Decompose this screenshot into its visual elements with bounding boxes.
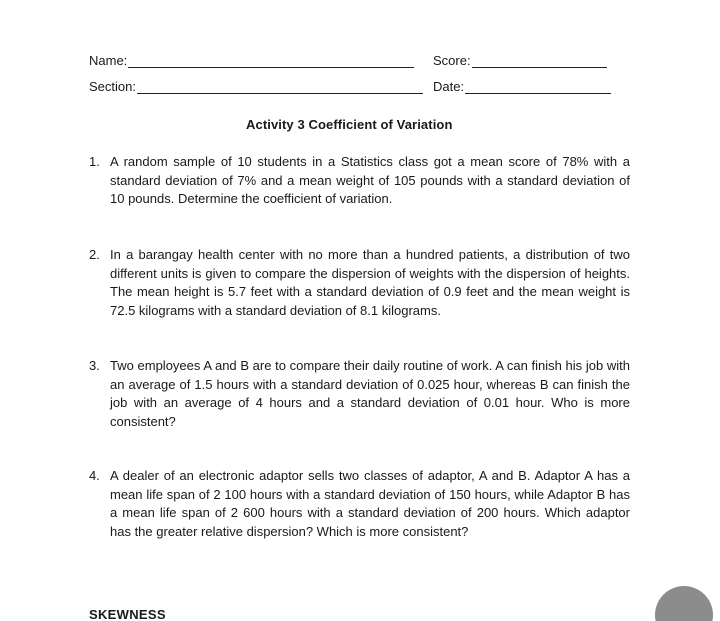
score-blank-line (472, 55, 607, 68)
name-field (89, 53, 414, 68)
date-blank-line (465, 81, 611, 94)
question-number: 4. (89, 468, 100, 483)
floating-action-button[interactable] (655, 586, 713, 621)
question-item (89, 467, 630, 541)
score-field (433, 53, 607, 68)
section-blank-line (137, 81, 423, 94)
name-label: Name: (89, 53, 128, 68)
question-number: 2. (89, 247, 100, 262)
date-label: Date: (433, 79, 465, 94)
question-item (89, 357, 630, 431)
question-text: In a barangay health center with no more than a hundred patients, a distribution of two different units is given to compare the dispersion of weights with the dispersion of heights. The mean height is 5.7 feet with a standard deviation of 0.9 feet and the mean weight is 72.5 kilograms with a standard deviation of 8.1 kilograms. (110, 247, 630, 318)
question-number: 3. (89, 358, 100, 373)
section-label: Section: (89, 79, 136, 94)
question-text: A dealer of an electronic adaptor sells two classes of adaptor, A and B. Adaptor A has a mean life span of 2 100 hours with a standard deviation of 150 hours, while Adaptor B has a mean life span of 2 600 hours with a standard deviation of 200 hours. Which adaptor has the greater relative dispersion? Which is more consistent? (110, 468, 630, 539)
score-label: Score: (433, 53, 471, 68)
question-item (89, 246, 630, 320)
activity-title: Activity 3 Coefficient of Variation (246, 117, 453, 132)
section-field (89, 79, 423, 94)
name-blank-line (128, 55, 414, 68)
question-text: Two employees A and B are to compare their daily routine of work. A can finish his job with an average of 1.5 hours with a standard deviation of 0.025 hour, whereas B can finish the job with an average of 4 hours and a standard deviation of 0.01 hour. Who is more consistent? (110, 358, 630, 429)
date-field (433, 79, 611, 94)
question-item (89, 153, 630, 209)
skewness-heading: SKEWNESS (89, 607, 166, 621)
question-text: A random sample of 10 students in a Statistics class got a mean score of 78% with a standard deviation of 7% and a mean weight of 105 pounds with a standard deviation of 10 pounds. Determine the coefficient of variation. (110, 154, 630, 206)
question-number: 1. (89, 154, 100, 169)
